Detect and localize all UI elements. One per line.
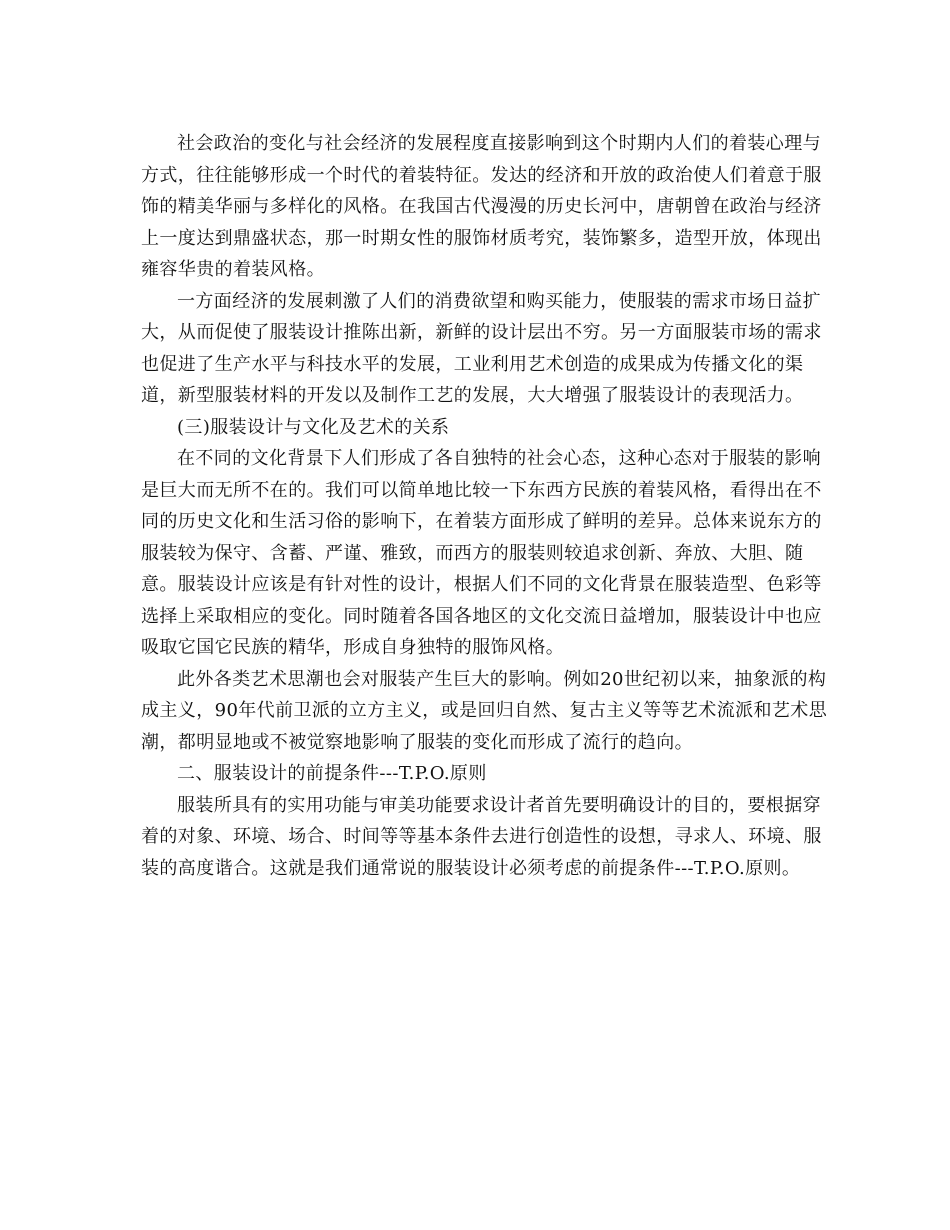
paragraph-art-trends: 此外各类艺术思潮也会对服装产生巨大的影响。例如20世纪初以来，抽象派的构成主义，90年代前卫派的立方主义，或是回归自然、复古主义等等艺术流派和艺术思潮，都明显地或不被觉察地影响了服装的变化而形成了流行的趋向。 — [141, 668, 828, 753]
section-heading-culture-art: (三)服装设计与文化及艺术的关系 — [177, 416, 450, 438]
document-body — [141, 128, 831, 884]
paragraph-economic-development: 一方面经济的发展刺激了人们的消费欲望和购买能力，使服装的需求市场日益扩大，从而促使了服装设计推陈出新，新鲜的设计层出不穷。另一方面服装市场的需求也促进了生产水平与科技水平的发展，工业利用艺术创造的成果成为传播文化的渠道，新型服装材料的开发以及制作工艺的发展，大大增强了服装设计的表现活力。 — [141, 290, 822, 406]
section-heading-tpo: 二、服装设计的前提条件---T.P.O.原则 — [177, 763, 487, 784]
paragraph-tpo-principle: 服装所具有的实用功能与审美功能要求设计者首先要明确设计的目的，要根据穿着的对象、环境、场合、时间等等基本条件去进行创造性的设想，寻求人、环境、服装的高度谐合。这就是我们通常说的服装设计必须考虑的前提条件---T.P.O.原则。 — [141, 794, 822, 879]
paragraph-cultural-background: 在不同的文化背景下人们形成了各自独特的社会心态，这种心态对于服装的影响是巨大而无所不在的。我们可以简单地比较一下东西方民族的着装风格，看得出在不同的历史文化和生活习俗的影响下，在着装方面形成了鲜明的差异。总体来说东方的服装较为保守、含蓄、严谨、雅致，而西方的服装则较追求创新、奔放、大胆、随意。服装设计应该是有针对性的设计，根据人们不同的文化背景在服装造型、色彩等选择上采取相应的变化。同时随着各国各地区的文化交流日益增加，服装设计中也应吸取它国它民族的精华，形成自身独特的服饰风格。 — [141, 448, 822, 658]
paragraph-politics-economy: 社会政治的变化与社会经济的发展程度直接影响到这个时期内人们的着装心理与方式，往往能够形成一个时代的着装特征。发达的经济和开放的政治使人们着意于服饰的精美华丽与多样化的风格。在我国古代漫漫的历史长河中，唐朝曾在政治与经济上一度达到鼎盛状态，那一时期女性的服饰材质考究，装饰繁多，造型开放，体现出雍容华贵的着装风格。 — [141, 133, 822, 280]
